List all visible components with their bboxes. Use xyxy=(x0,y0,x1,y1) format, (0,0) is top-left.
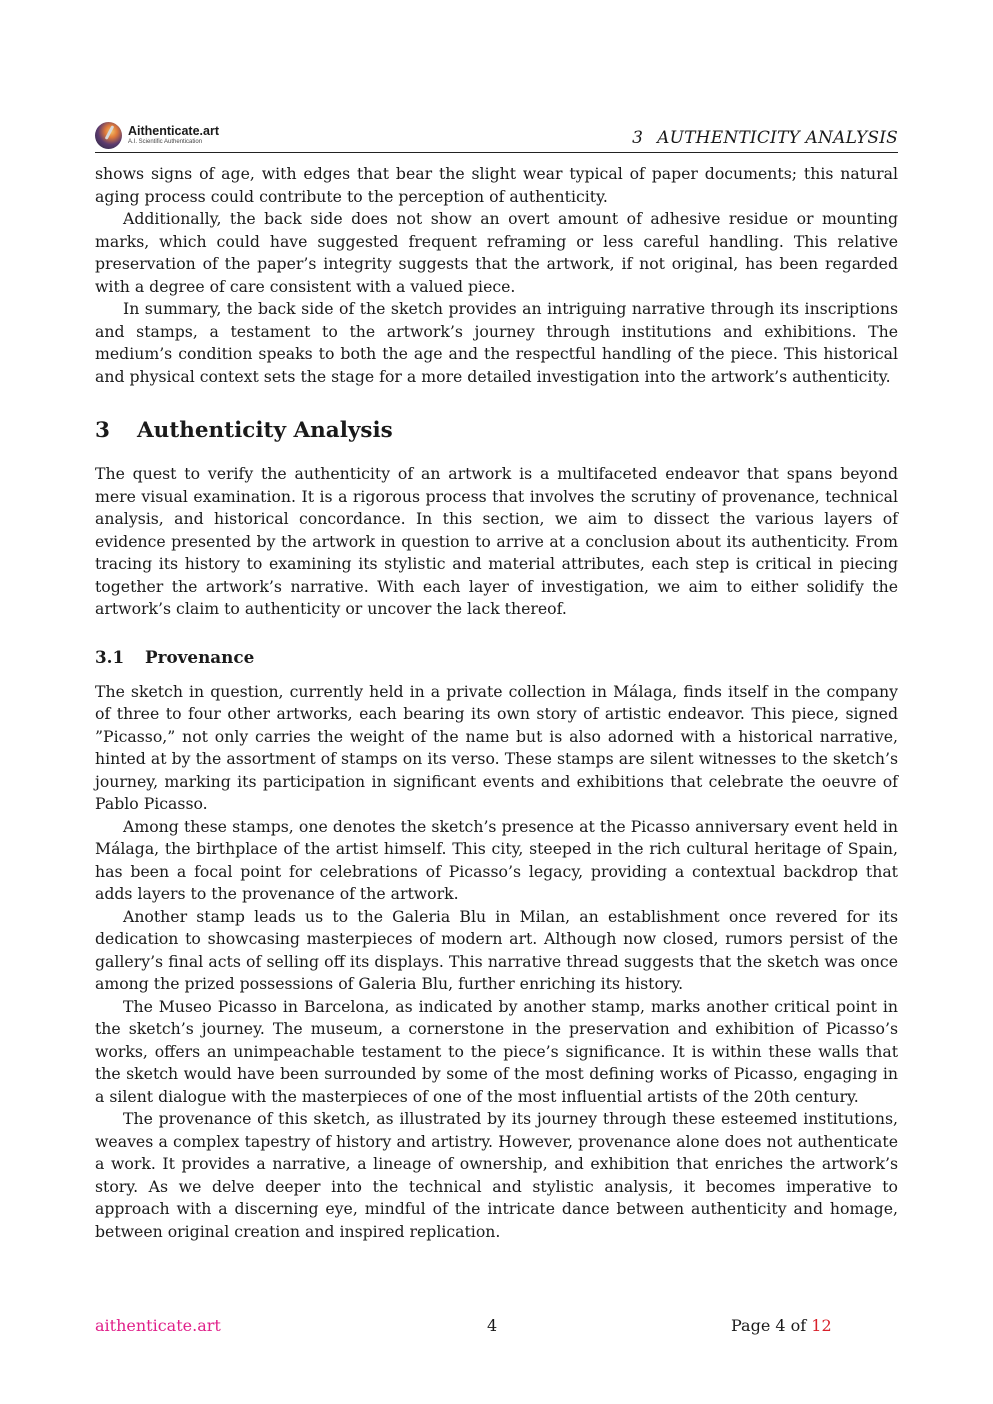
footer-total-pages-link[interactable]: 12 xyxy=(811,1316,832,1335)
logo-icon xyxy=(95,122,122,149)
paragraph: shows signs of age, with edges that bear the slight wear typical of paper documents; this natural aging process could contribute to the perception of authenticity. xyxy=(95,164,898,206)
subsection-title: Provenance xyxy=(145,646,255,667)
logo-tagline: A.I. Scientific Authentication xyxy=(128,139,203,146)
running-header-title: AUTHENTICITY ANALYSIS xyxy=(657,128,898,148)
page-header xyxy=(95,118,898,153)
paragraph: Additionally, the back side does not show an overt amount of adhesive residue or mounting marks, which could have suggested frequent reframing or less careful handling. This relative preservation of the paper’s integrity suggests that the artwork, if not original, has been regarded with a degree of care consistent with a valued piece. xyxy=(95,209,898,296)
paragraph: Another stamp leads us to the Galeria Blu in Milan, an establishment once revered for its dedication to showcasing masterpieces of modern art. Although now closed, rumors persist of the gallery’s final acts of selling off its displays. This narrative thread suggests that the sketch was once among the prized possessions of Galeria Blu, further enriching its history. xyxy=(95,906,898,993)
logo-name: Aithenticate.art xyxy=(128,123,219,138)
logo xyxy=(95,120,219,150)
paragraph: In summary, the back side of the sketch provides an intriguing narrative through its inscriptions and stamps, a testament to the artwork’s journey through institutions and exhibitions. The medium’s condition speaks to both the age and the respectful handling of the piece. This historical and physical context sets the stage for a more detailed investigation into the artwork’s authenticity. xyxy=(95,299,898,386)
running-header xyxy=(632,128,898,148)
section-number: 3 xyxy=(95,418,110,443)
subsection-number: 3.1 xyxy=(95,646,125,667)
subsection-heading xyxy=(95,645,898,669)
footer-page-prefix: Page 4 of xyxy=(731,1316,807,1335)
paragraph: The provenance of this sketch, as illustrated by its journey through these esteemed institutions, weaves a complex tapestry of history and artistry. However, provenance alone does not authenticate a work. It provides a narrative, a lineage of ownership, and exhibition that enriches the artwork’s story. As we delve deeper into the technical and stylistic analysis, it becomes imperative to approach with a discerning eye, mindful of the intricate dance between authenticity and homage, between original creation and inspired replication. xyxy=(95,1109,898,1241)
page-body xyxy=(95,163,898,1243)
section-title: Authenticity Analysis xyxy=(137,418,393,443)
paragraph: The quest to verify the authenticity of an artwork is a multifaceted endeavor that spans beyond mere visual examination. It is a rigorous process that involves the scrutiny of provenance, technical analysis, and historical concordance. In this section, we aim to dissect the various layers of evidence presented by the artwork in question to arrive at a conclusion about its authenticity. From tracing its history to examining its stylistic and material attributes, each step is critical in piecing together the artwork’s narrative. With each layer of investigation, we aim to either solidify the artwork’s claim to authenticity or uncover the lack thereof. xyxy=(95,464,898,618)
footer-page-count xyxy=(731,1316,832,1335)
section-heading xyxy=(95,417,898,445)
footer-site-link[interactable]: aithenticate.art xyxy=(95,1316,221,1335)
paragraph: The Museo Picasso in Barcelona, as indicated by another stamp, marks another critical point in the sketch’s journey. The museum, a cornerstone in the preservation and exhibition of Picasso’s works, offers an unimpeachable testament to the piece’s significance. It is within these walls that the sketch would have been surrounded by some of the most defining works of Picasso, engaging in a silent dialogue with the masterpieces of one of the most influential artists of the 20th century. xyxy=(95,996,898,1106)
page-footer xyxy=(95,1316,898,1340)
paragraph: The sketch in question, currently held in a private collection in Málaga, finds itself in the company of three to four other artworks, each bearing its own story of artistic endeavor. This piece, signed ”Picasso,” not only carries the weight of the name but is also adorned with a historical narrative, hinted at by the assortment of stamps on its verso. These stamps are silent witnesses to the sketch’s journey, marking its participation in significant events and exhibitions that celebrate the oeuvre of Pablo Picasso. xyxy=(95,681,898,813)
footer-page-number: 4 xyxy=(487,1316,498,1335)
paragraph: Among these stamps, one denotes the sketch’s presence at the Picasso anniversary event held in Málaga, the birthplace of the artist himself. This city, steeped in the rich cultural heritage of Spain, has been a focal point for celebrations of Picasso’s legacy, providing a contextual backdrop that adds layers to the provenance of the artwork. xyxy=(95,816,898,903)
running-header-number: 3 xyxy=(632,128,644,148)
